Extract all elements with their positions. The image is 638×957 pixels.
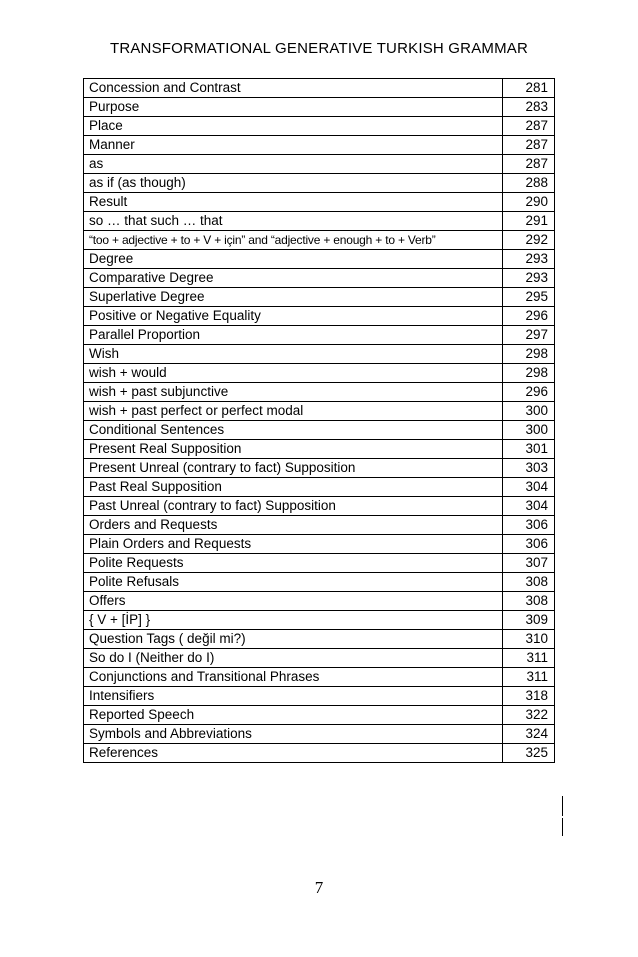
toc-entry-title: Degree: [84, 250, 503, 269]
toc-entry-page: 288: [503, 174, 555, 193]
toc-entry-page: 293: [503, 250, 555, 269]
toc-row: [84, 478, 555, 497]
toc-entry-title: Polite Requests: [84, 554, 503, 573]
toc-body: [84, 79, 555, 763]
toc-entry-page: 298: [503, 364, 555, 383]
toc-entry-title: so … that such … that: [84, 212, 503, 231]
toc-entry-title: “too + adjective + to + V + için” and “adjective + enough + to + Verb”: [84, 231, 503, 250]
toc-entry-page: 308: [503, 573, 555, 592]
toc-entry-page: 296: [503, 307, 555, 326]
toc-entry-title: wish + would: [84, 364, 503, 383]
toc-entry-page: 306: [503, 516, 555, 535]
toc-row: [84, 687, 555, 706]
toc-entry-title: Offers: [84, 592, 503, 611]
toc-entry-title: as: [84, 155, 503, 174]
toc-entry-title: Past Unreal (contrary to fact) Supposition: [84, 497, 503, 516]
toc-entry-page: 318: [503, 687, 555, 706]
page-number: 7: [314, 878, 324, 897]
toc-row: [84, 345, 555, 364]
toc-entry-page: 290: [503, 193, 555, 212]
toc-entry-page: 291: [503, 212, 555, 231]
toc-entry-page: 293: [503, 269, 555, 288]
toc-entry-page: 306: [503, 535, 555, 554]
toc-entry-title: Present Unreal (contrary to fact) Supposition: [84, 459, 503, 478]
toc-row: [84, 250, 555, 269]
toc-entry-page: 292: [503, 231, 555, 250]
toc-row: [84, 174, 555, 193]
toc-entry-page: 311: [503, 649, 555, 668]
toc-entry-title: Superlative Degree: [84, 288, 503, 307]
toc-row: [84, 155, 555, 174]
toc-entry-page: 322: [503, 706, 555, 725]
toc-entry-page: 283: [503, 98, 555, 117]
toc-row: [84, 212, 555, 231]
toc-entry-title: wish + past perfect or perfect modal: [84, 402, 503, 421]
table-of-contents: [83, 78, 555, 763]
toc-entry-title: Symbols and Abbreviations: [84, 725, 503, 744]
toc-entry-page: 298: [503, 345, 555, 364]
toc-row: [84, 516, 555, 535]
toc-row: [84, 725, 555, 744]
toc-row: [84, 440, 555, 459]
toc-entry-title: Manner: [84, 136, 503, 155]
toc-row: [84, 611, 555, 630]
toc-entry-page: 310: [503, 630, 555, 649]
toc-entry-title: Comparative Degree: [84, 269, 503, 288]
toc-entry-title: Reported Speech: [84, 706, 503, 725]
toc-row: [84, 649, 555, 668]
toc-entry-page: 304: [503, 478, 555, 497]
toc-row: [84, 421, 555, 440]
toc-row: [84, 288, 555, 307]
toc-entry-title: Positive or Negative Equality: [84, 307, 503, 326]
toc-entry-title: Polite Refusals: [84, 573, 503, 592]
toc-entry-title: Parallel Proportion: [84, 326, 503, 345]
toc-entry-title: Wish: [84, 345, 503, 364]
toc-entry-page: 304: [503, 497, 555, 516]
toc-entry-page: 325: [503, 744, 555, 763]
toc-entry-page: 297: [503, 326, 555, 345]
toc-row: [84, 630, 555, 649]
toc-entry-title: wish + past subjunctive: [84, 383, 503, 402]
toc-entry-page: 300: [503, 402, 555, 421]
toc-entry-page: 296: [503, 383, 555, 402]
toc-row: [84, 573, 555, 592]
toc-entry-title: So do I (Neither do I): [84, 649, 503, 668]
toc-entry-page: 300: [503, 421, 555, 440]
toc-entry-title: { V + [İP] }: [84, 611, 503, 630]
toc-row: [84, 383, 555, 402]
toc-row: [84, 744, 555, 763]
toc-entry-title: Orders and Requests: [84, 516, 503, 535]
toc-entry-title: Conjunctions and Transitional Phrases: [84, 668, 503, 687]
margin-bar: [562, 818, 563, 836]
toc-entry-title: References: [84, 744, 503, 763]
toc-entry-title: Present Real Supposition: [84, 440, 503, 459]
toc-entry-page: 301: [503, 440, 555, 459]
toc-row: [84, 307, 555, 326]
toc-entry-page: 287: [503, 136, 555, 155]
toc-row: [84, 706, 555, 725]
toc-entry-title: Concession and Contrast: [84, 79, 503, 98]
toc-entry-title: as if (as though): [84, 174, 503, 193]
toc-entry-page: 307: [503, 554, 555, 573]
toc-entry-page: 309: [503, 611, 555, 630]
toc-row: [84, 269, 555, 288]
toc-row: [84, 98, 555, 117]
toc-entry-title: Past Real Supposition: [84, 478, 503, 497]
toc-entry-title: Conditional Sentences: [84, 421, 503, 440]
running-header: TRANSFORMATIONAL GENERATIVE TURKISH GRAMMAR: [109, 40, 529, 57]
toc-entry-page: 308: [503, 592, 555, 611]
toc-entry-page: 295: [503, 288, 555, 307]
toc-row: [84, 136, 555, 155]
toc-entry-page: 287: [503, 155, 555, 174]
toc-entry-page: 324: [503, 725, 555, 744]
toc-row: [84, 231, 555, 250]
toc-row: [84, 364, 555, 383]
toc-entry-page: 311: [503, 668, 555, 687]
toc-entry-page: 281: [503, 79, 555, 98]
toc-entry-page: 287: [503, 117, 555, 136]
toc-entry-title: Plain Orders and Requests: [84, 535, 503, 554]
toc-row: [84, 117, 555, 136]
toc-entry-title: Purpose: [84, 98, 503, 117]
toc-entry-title: Question Tags ( değil mi?): [84, 630, 503, 649]
toc-row: [84, 535, 555, 554]
toc-row: [84, 497, 555, 516]
toc-row: [84, 668, 555, 687]
toc-row: [84, 592, 555, 611]
toc-entry-title: Intensifiers: [84, 687, 503, 706]
toc-row: [84, 459, 555, 478]
toc-row: [84, 402, 555, 421]
toc-row: [84, 193, 555, 212]
toc-entry-page: 303: [503, 459, 555, 478]
toc-entry-title: Place: [84, 117, 503, 136]
toc-row: [84, 79, 555, 98]
toc-entry-title: Result: [84, 193, 503, 212]
toc-row: [84, 326, 555, 345]
margin-bar: [562, 796, 563, 816]
toc-row: [84, 554, 555, 573]
